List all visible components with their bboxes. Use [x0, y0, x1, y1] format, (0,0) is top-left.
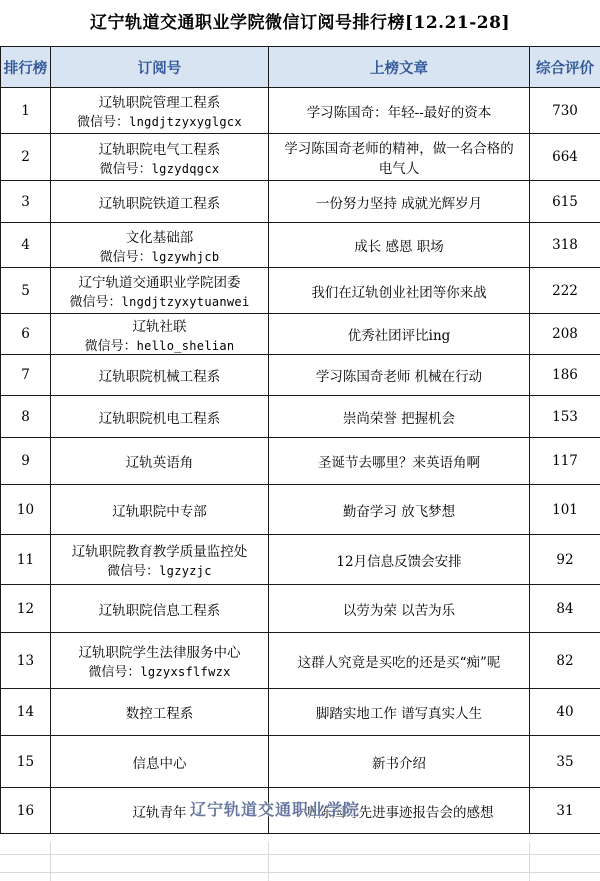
rank-cell: 14 [1, 689, 51, 736]
score-cell: 92 [530, 535, 600, 585]
rank-cell: 7 [1, 355, 51, 396]
account-name: 数控工程系 [125, 706, 194, 722]
table-header-row [1, 47, 600, 88]
wechat-id-value: hello_shelian [136, 338, 235, 353]
wechat-id [53, 560, 266, 579]
account-cell [51, 585, 269, 633]
account-cell [51, 268, 269, 314]
account-cell [51, 689, 269, 736]
rank-cell: 5 [1, 268, 51, 314]
table-row [1, 181, 600, 223]
account-name: 辽轨职院机电工程系 [98, 410, 221, 427]
article-cell: 脚踏实地工作 谱写真实人生 [269, 689, 530, 736]
article-cell: 这群人究竟是买吃的还是买“痴”呢 [269, 633, 530, 689]
article-cell: 新书介绍 [269, 736, 530, 788]
account-cell [51, 788, 269, 834]
score-cell: 82 [530, 633, 600, 689]
table-row [1, 88, 600, 134]
header-article: 上榜文章 [269, 47, 530, 88]
wechat-label: 微信号： [69, 295, 122, 310]
header-account: 订阅号 [51, 47, 269, 88]
rank-cell: 4 [1, 223, 51, 268]
article-cell: 成长 感恩 职场 [269, 223, 530, 268]
account-cell [51, 181, 269, 223]
wechat-id-value: lgzywhjcb [151, 249, 220, 264]
rank-cell: 10 [1, 485, 51, 535]
empty-grid-area [0, 842, 600, 881]
article-cell: 优秀社团评比ing [269, 314, 530, 355]
score-cell: 664 [530, 134, 600, 181]
wechat-label: 微信号： [88, 665, 141, 680]
wechat-label: 微信号： [84, 338, 137, 354]
account-cell [51, 736, 269, 788]
table-row [1, 223, 600, 268]
account-cell [51, 438, 269, 485]
account-cell [51, 223, 269, 268]
wechat-id-value: lgzyzjc [159, 564, 212, 578]
table-row [1, 535, 600, 585]
rank-cell: 2 [1, 134, 51, 181]
account-cell [51, 134, 269, 181]
rank-cell: 9 [1, 438, 51, 485]
wechat-label: 微信号： [77, 115, 130, 130]
table-row [1, 585, 600, 633]
account-name: 辽轨职院机械工程系 [98, 369, 221, 385]
table-row [1, 633, 600, 689]
table-row [1, 134, 600, 181]
article-cell: 崇尚荣誉 把握机会 [269, 396, 530, 438]
table-row [1, 788, 600, 834]
account-cell [51, 88, 269, 134]
wechat-label: 微信号： [99, 161, 152, 177]
wechat-label: 微信号： [99, 249, 152, 265]
table-row [1, 736, 600, 788]
account-name: 信息中心 [132, 755, 187, 772]
article-cell: 学习陈国奇老师 机械在行动 [269, 355, 530, 396]
score-cell: 117 [530, 438, 600, 485]
table-row [1, 355, 600, 396]
table-row [1, 485, 600, 535]
wechat-id [53, 246, 266, 265]
page-title: 辽宁轨道交通职业学院微信订阅号排行榜[12.21-28] [89, 13, 511, 33]
ranking-table [0, 46, 600, 834]
table-row [1, 689, 600, 736]
header-rank: 排行榜 [1, 47, 51, 88]
account-name: 辽轨青年 [132, 804, 187, 821]
score-cell: 84 [530, 585, 600, 633]
account-name: 辽轨社联 [132, 318, 187, 335]
article-cell: 一份努力坚持 成就光辉岁月 [269, 181, 530, 223]
article-cell: 12月信息反馈会安排 [269, 535, 530, 585]
article-cell: 以劳为荣 以苦为乐 [269, 585, 530, 633]
score-cell: 35 [530, 736, 600, 788]
rank-cell: 13 [1, 633, 51, 689]
account-cell [51, 355, 269, 396]
account-name: 辽轨英语角 [125, 455, 194, 471]
account-name: 辽轨职院学生法律服务中心 [78, 645, 241, 661]
wechat-id [53, 291, 266, 310]
score-cell: 186 [530, 355, 600, 396]
article-cell: 学习陈国奇老师的精神，做一名合格的电气人 [269, 134, 530, 181]
score-cell: 615 [530, 181, 600, 223]
score-cell: 730 [530, 88, 600, 134]
rank-cell: 3 [1, 181, 51, 223]
account-name: 辽轨职院信息工程系 [98, 602, 221, 619]
wechat-id [53, 335, 266, 354]
table-row [1, 314, 600, 355]
rank-cell: 15 [1, 736, 51, 788]
wechat-id-value: lngdjtzyxyglgcx [129, 115, 242, 129]
rank-cell: 8 [1, 396, 51, 438]
article-cell: 我们在辽轨创业社团等你来战 [269, 268, 530, 314]
account-cell [51, 535, 269, 585]
wechat-id-value: lgzyxsflfwzx [140, 665, 231, 679]
rank-cell: 1 [1, 88, 51, 134]
article-cell: 圣诞节去哪里？来英语角啊 [269, 438, 530, 485]
account-name: 辽轨职院电气工程系 [98, 141, 221, 158]
score-cell: 153 [530, 396, 600, 438]
account-name: 辽宁轨道交通职业学院团委 [78, 275, 241, 291]
table-body [1, 88, 600, 834]
wechat-id [53, 111, 266, 130]
wechat-id-value: lngdjtzyxytuanwei [121, 295, 250, 309]
account-name: 辽轨职院教育教学质量监控处 [71, 544, 248, 560]
article-cell: 勤奋学习 放飞梦想 [269, 485, 530, 535]
score-cell: 101 [530, 485, 600, 535]
rank-cell: 12 [1, 585, 51, 633]
wechat-id [53, 661, 266, 680]
table-row [1, 396, 600, 438]
account-cell [51, 485, 269, 535]
wechat-label: 微信号： [107, 564, 160, 579]
account-cell [51, 314, 269, 355]
score-cell: 208 [530, 314, 600, 355]
rank-cell: 6 [1, 314, 51, 355]
score-cell: 222 [530, 268, 600, 314]
rank-cell: 16 [1, 788, 51, 834]
score-cell: 31 [530, 788, 600, 834]
wechat-id-value: lgzydqgcx [151, 161, 220, 176]
account-name: 辽轨职院铁道工程系 [98, 195, 221, 212]
table-row [1, 268, 600, 314]
article-cell: 学习陈国奇：年轻--最好的资本 [269, 88, 530, 134]
account-cell [51, 633, 269, 689]
table-row [1, 438, 600, 485]
account-name: 文化基础部 [125, 229, 194, 246]
score-cell: 40 [530, 689, 600, 736]
watermark: 辽宁轨道交通职业学院 [190, 800, 361, 819]
rank-cell: 11 [1, 535, 51, 585]
account-name: 辽轨职院中专部 [112, 503, 207, 520]
article-cell: 听陈国奇先进事迹报告会的感想 [269, 788, 530, 834]
account-name: 辽轨职院管理工程系 [98, 95, 221, 111]
account-cell [51, 396, 269, 438]
header-score: 综合评价 [530, 47, 600, 88]
score-cell: 318 [530, 223, 600, 268]
wechat-id [53, 158, 266, 177]
